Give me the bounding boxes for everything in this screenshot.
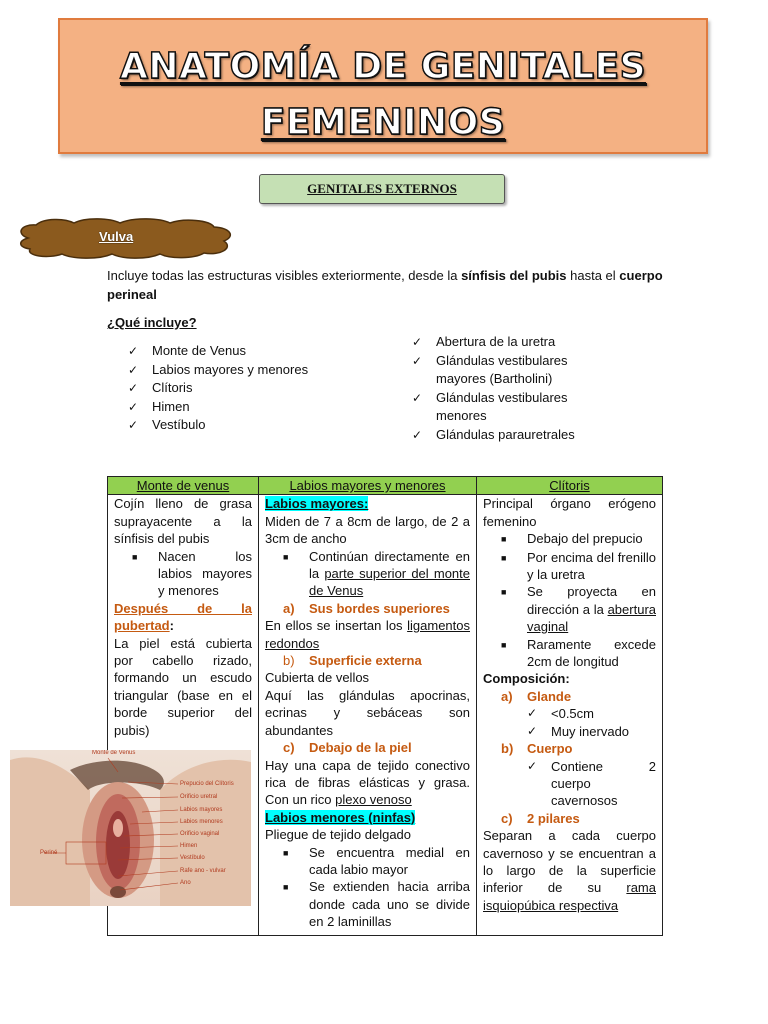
figure-label: Rafe ano - vulvar xyxy=(180,868,226,874)
intro-bold-2: cuerpo perineal xyxy=(107,268,663,302)
anatomy-figure xyxy=(10,750,251,906)
checkmark-icon: ✓ xyxy=(412,390,423,405)
list-item: ✓ Glándulas parauretrales xyxy=(412,426,612,445)
includes-list-right xyxy=(412,333,612,444)
bullet-item: ■ Debajo del prepucio xyxy=(501,530,656,548)
figure-label: Ano xyxy=(180,880,191,886)
square-bullet-icon: ■ xyxy=(132,551,138,562)
figure-label: Orificio uretral xyxy=(180,794,218,800)
bullet-item: ■ Continúan directamente en la parte superior del monte de Venus xyxy=(283,548,470,599)
bullet-item: ■ Por encima del frenillo y la uretra xyxy=(501,549,656,583)
bullet-item: ■ Se extienden hacia arriba donde cada uno se divide en 2 laminillas xyxy=(283,879,470,930)
list-item: ✓ Labios mayores y menores xyxy=(128,361,378,380)
checkmark-icon: ✓ xyxy=(128,362,139,377)
bullet-item: ■ Se proyecta en dirección a la abertura vaginal xyxy=(501,584,656,635)
figure-label: Labios mayores xyxy=(180,807,223,813)
intro-paragraph xyxy=(107,266,667,304)
clitoris-desc: Principal órgano erógeno femenino xyxy=(483,496,656,529)
subsection-c-text: Hay una capa de tejido conectivo rica de fibras elásticas y grasa. Con un rico plexo venoso xyxy=(265,757,470,808)
list-item: ✓ Glándulas vestibulares mayores (Bartholini) xyxy=(412,352,568,386)
title-banner xyxy=(58,18,708,154)
anatomy-illustration xyxy=(10,750,251,906)
subsection-c: c) 2 pilares xyxy=(501,810,580,826)
subsection-b-text: Cubierta de vellos xyxy=(265,670,370,686)
header-clitoris: Clítoris xyxy=(477,477,663,495)
intro-text-1: Incluye todas las estructuras visibles exteriormente, desde la xyxy=(107,268,462,283)
subsection-b: b) Superficie externa xyxy=(283,653,422,669)
intro-bold-1: sínfisis del pubis xyxy=(461,268,567,283)
figure-label: Himen xyxy=(180,843,198,849)
subsection-b-text-2: Aquí las glándulas apocrinas, ecrinas y sebáceas son abundantes xyxy=(265,687,470,738)
checkmark-icon: ✓ xyxy=(412,335,423,349)
header-labios: Labios mayores y menores xyxy=(259,477,477,495)
subsection-a: a) Sus bordes superiores xyxy=(283,600,450,616)
subsection-c: c) Debajo de la piel xyxy=(283,740,412,756)
checkmark-icon: ✓ xyxy=(128,399,139,414)
checkmark-icon: ✓ xyxy=(527,723,538,738)
labios-menores-desc: Pliegue de tejido delgado xyxy=(265,827,412,843)
figure-label: Prepucio del Clítoris xyxy=(180,781,234,787)
list-item: ✓ Vestíbulo xyxy=(128,416,378,435)
square-bullet-icon: ■ xyxy=(283,551,289,562)
intro-text-2: hasta el xyxy=(566,268,620,283)
title-line-2: FEMENINOS xyxy=(260,102,506,143)
cloud-label: Vulva xyxy=(99,229,134,244)
figure-label-top: Monte de Venus xyxy=(92,750,136,756)
checkmark-icon: ✓ xyxy=(128,344,139,358)
composition-heading: Composición: xyxy=(483,671,570,687)
after-puberty-text: La piel está cubierta por cabello rizado, formando un escudo triangular (base en el borde superior del pubis) xyxy=(114,635,252,738)
list-item: ✓ Himen xyxy=(128,398,378,417)
section-heading: GENITALES EXTERNOS xyxy=(259,174,505,204)
labios-menores-heading: Labios menores (ninfas) xyxy=(265,809,416,825)
list-item: ✓ Abertura de la uretra xyxy=(412,333,612,352)
square-bullet-icon: ■ xyxy=(501,587,507,598)
list-item: ✓ Glándulas vestibulares menores xyxy=(412,389,568,423)
bullet-item: ■ Nacen los labios mayores y menores xyxy=(132,548,252,599)
figure-label: Labios menores xyxy=(180,819,223,825)
checkmark-icon: ✓ xyxy=(412,353,423,368)
figure-label-left: Periné xyxy=(40,850,58,856)
subsection-b: b) Cuerpo xyxy=(501,741,573,757)
checkmark-icon: ✓ xyxy=(128,418,139,432)
checkmark-icon: ✓ xyxy=(412,427,423,442)
cell-labios xyxy=(259,495,477,935)
figure-label: Orificio vaginal xyxy=(180,831,220,837)
bullet-item: ■ Se encuentra medial en cada labio mayor xyxy=(283,844,470,877)
list-item: ✓ Clítoris xyxy=(128,379,378,398)
check-item: ✓ Muy inervado xyxy=(527,723,630,739)
checkmark-icon: ✓ xyxy=(128,381,139,395)
question-heading: ¿Qué incluye? xyxy=(107,315,197,330)
after-puberty-heading: Después de la pubertad: xyxy=(114,600,252,634)
square-bullet-icon: ■ xyxy=(501,534,507,545)
subsection-c-text: Separan a cada cuerpo cavernoso y se encuentran a lo largo de la superficie inferior de su rama isquiopúbica respectiva xyxy=(483,828,656,913)
figure-label: Vestíbulo xyxy=(180,855,205,861)
square-bullet-icon: ■ xyxy=(283,882,289,893)
list-item: ✓ Monte de Venus xyxy=(128,342,378,361)
includes-list-left xyxy=(128,342,378,435)
monte-desc: Cojín lleno de grasa suprayacente a la sínfisis del pubis xyxy=(114,496,252,547)
labios-mayores-desc: Miden de 7 a 8cm de largo, de 2 a 3cm de ancho xyxy=(265,513,470,547)
square-bullet-icon: ■ xyxy=(501,639,507,650)
title-line-1: ANATOMÍA DE GENITALES xyxy=(119,46,647,87)
checkmark-icon: ✓ xyxy=(527,706,538,721)
header-monte-de-venus: Monte de venus xyxy=(108,477,259,495)
square-bullet-icon: ■ xyxy=(283,847,289,858)
checkmark-icon: ✓ xyxy=(527,758,538,773)
subsection-a: a) Glande xyxy=(501,688,572,704)
square-bullet-icon: ■ xyxy=(501,552,507,563)
bullet-item: ■ Raramente excede 2cm de longitud xyxy=(501,636,656,670)
cell-clitoris xyxy=(477,495,663,935)
check-item: ✓ <0.5cm xyxy=(527,706,594,722)
check-item: ✓ Contiene 2 cuerpo cavernosos xyxy=(527,758,656,809)
labios-mayores-heading: Labios mayores: xyxy=(265,496,369,512)
subsection-a-text: En ellos se insertan los ligamentos redondos xyxy=(265,618,470,651)
